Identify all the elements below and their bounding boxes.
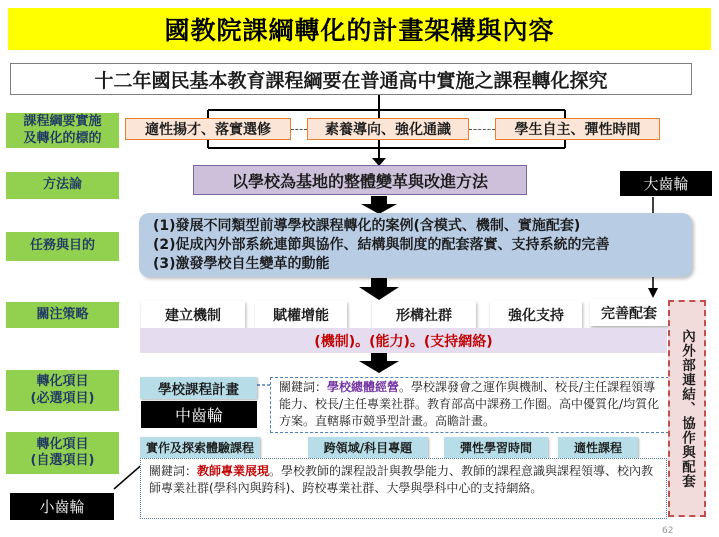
- goal-dash-connector: [469, 129, 495, 130]
- page-number: 62: [662, 526, 674, 536]
- row-label-optional: 轉化項目 (自選項目): [6, 432, 119, 474]
- optional-item: 實作及探索體驗課程: [140, 437, 260, 458]
- page-title: 國教院課綱轉化的計畫架構與內容: [8, 8, 711, 50]
- required-keywords: [270, 377, 674, 433]
- row-label-required: 轉化項目 (必選項目): [6, 370, 119, 411]
- task-item: (3)激發學校自生變革的動能: [153, 256, 330, 272]
- goal-dash-connector: [291, 129, 307, 130]
- mechanism-bar: (機制)。(能力)。(支持網絡): [140, 328, 667, 353]
- arrow-down-icon: [648, 288, 658, 298]
- optional-item: 適性課程: [558, 437, 638, 458]
- gear-label-large: 大齒輪: [620, 171, 712, 196]
- optional-item: 彈性學習時間: [444, 437, 548, 458]
- keyword-prefix: 關鍵詞：: [149, 464, 198, 478]
- goal-box-3: 學生自主、彈性時間: [495, 118, 660, 140]
- row-label-task: 任務與目的: [6, 232, 119, 261]
- task-box: [139, 213, 692, 277]
- keyword-text: 。學校課發會之運作與機制、校長/主任課程領導能力、校長/主任專業社群。教育部高中課務工作圈。高中優質化/均質化方案。直轄縣市競爭型計畫。高瞻計畫。: [279, 380, 660, 428]
- gear-label-medium: 中齒輪: [141, 401, 257, 428]
- keyword-highlight: 學校總體經營: [327, 380, 400, 394]
- arrow-down-icon: [361, 196, 397, 214]
- keyword-text: 。學校教師的課程設計與教學能力、教師的課程意識與課程領導、校內教師專業社群(學科內與跨科)、跨校專業社群、大學與學科中心的支持網絡。: [149, 464, 654, 495]
- keyword-highlight: 教師專業展現: [197, 464, 270, 478]
- gear-label-small: 小齒輪: [10, 493, 114, 520]
- strategy-item: 形構社群: [372, 301, 476, 328]
- task-item: (1)發展不同類型前導學校課程轉化的案例(含模式、機制、實施配套): [153, 218, 581, 234]
- row-label-focus: 關注策略: [6, 302, 119, 328]
- goal-box-1: 適性揚才、落實選修: [125, 118, 291, 140]
- strategy-item: 建立機制: [141, 301, 245, 328]
- project-subtitle: 十二年國民基本教育課程綱要在普通高中實施之課程轉化探究: [10, 63, 692, 95]
- row-label-method: 方法論: [6, 172, 119, 199]
- optional-item: 跨領域/科目專題: [308, 437, 428, 458]
- row-label-goals: 課程綱要實施及轉化的標的: [6, 113, 119, 148]
- optional-keywords: [140, 458, 667, 519]
- goal-box-2: 素養導向、強化通識: [307, 118, 469, 140]
- task-item: (2)促成內外部系統連節與協作、結構與制度的配套落實、支持系統的完善: [153, 237, 610, 253]
- method-box: 以學校為基地的整體變革與改進方法: [193, 165, 527, 195]
- strategy-item: 完善配套: [590, 299, 668, 326]
- required-item-label: 學校課程計畫: [140, 377, 257, 399]
- strategy-item: 強化支持: [490, 301, 582, 328]
- strategy-item: 賦權增能: [255, 301, 347, 328]
- side-support-box: 內外部連結、協作與配套: [668, 300, 706, 517]
- arrow-down-icon: [359, 278, 399, 300]
- arrow-down-icon: [359, 353, 399, 373]
- keyword-prefix: 關鍵詞：: [279, 380, 328, 394]
